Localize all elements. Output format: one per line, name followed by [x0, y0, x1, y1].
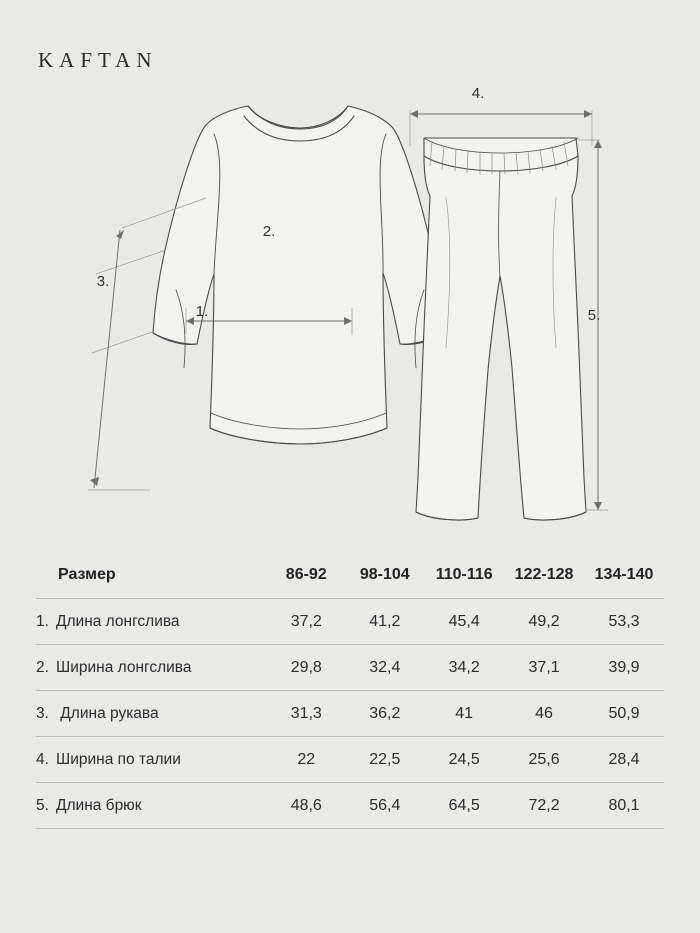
cell-5-0: 48,6	[267, 783, 345, 829]
table-header-row	[36, 558, 664, 599]
header-size-4: 134-140	[594, 566, 654, 583]
cell-4-4: 28,4	[584, 737, 664, 783]
cell-3-3: 46	[504, 691, 584, 737]
cell-5-3: 72,2	[504, 783, 584, 829]
cell-2-4: 39,9	[584, 645, 664, 691]
cell-2-1: 32,4	[345, 645, 424, 691]
cell-1-4: 53,3	[584, 599, 664, 645]
header-size-1: 98-104	[359, 566, 410, 583]
table-row	[36, 691, 664, 737]
callout-3: 3.	[96, 273, 110, 290]
cell-3-4: 50,9	[584, 691, 664, 737]
cell-2-3: 37,1	[504, 645, 584, 691]
row-label-4	[36, 737, 267, 783]
size-table-head	[36, 558, 664, 599]
row-label-3	[36, 691, 267, 737]
table-row	[36, 737, 664, 783]
cell-1-0: 37,2	[267, 599, 345, 645]
cell-5-1: 56,4	[345, 783, 424, 829]
row-label-2	[36, 645, 267, 691]
header-size-3: 122-128	[514, 566, 574, 583]
row-text-2: Ширина лонгслива	[56, 659, 192, 676]
cell-2-0: 29,8	[267, 645, 345, 691]
row-number-4: 4.	[36, 751, 49, 768]
row-label-5	[36, 783, 267, 829]
row-text-3: Длина рукава	[56, 705, 159, 722]
row-number-5: 5.	[36, 797, 49, 814]
row-label-1	[36, 599, 267, 645]
cell-3-1: 36,2	[345, 691, 424, 737]
cell-4-3: 25,6	[504, 737, 584, 783]
cell-1-2: 45,4	[424, 599, 504, 645]
cell-5-2: 64,5	[424, 783, 504, 829]
cell-5-4: 80,1	[584, 783, 664, 829]
cell-3-0: 31,3	[267, 691, 345, 737]
cell-4-1: 22,5	[345, 737, 424, 783]
table-row	[36, 783, 664, 829]
row-text-1: Длина лонгслива	[56, 613, 180, 630]
callout-2: 2.	[262, 223, 276, 240]
table-row	[36, 645, 664, 691]
brand-logo: KAFTAN	[38, 48, 158, 72]
cell-3-2: 41	[424, 691, 504, 737]
row-number-2: 2.	[36, 659, 49, 676]
row-text-4: Ширина по талии	[56, 751, 181, 768]
header-size-0: 86-92	[285, 566, 327, 583]
size-table-container	[0, 558, 700, 829]
cell-1-1: 41,2	[345, 599, 424, 645]
row-number-1: 1.	[36, 613, 49, 630]
table-row	[36, 599, 664, 645]
cell-4-2: 24,5	[424, 737, 504, 783]
garment-illustration	[0, 78, 700, 548]
callout-4: 4.	[471, 85, 485, 102]
callout-5: 5.	[587, 307, 601, 324]
cell-4-0: 22	[267, 737, 345, 783]
cell-2-2: 34,2	[424, 645, 504, 691]
callout-1: 1.	[195, 303, 209, 320]
cell-1-3: 49,2	[504, 599, 584, 645]
row-text-5: Длина брюк	[56, 797, 142, 814]
header-measure: Размер	[58, 566, 116, 583]
size-table-body	[36, 599, 664, 829]
header-size-2: 110-116	[435, 566, 493, 583]
row-number-3: 3.	[36, 705, 49, 722]
size-table	[36, 558, 664, 829]
